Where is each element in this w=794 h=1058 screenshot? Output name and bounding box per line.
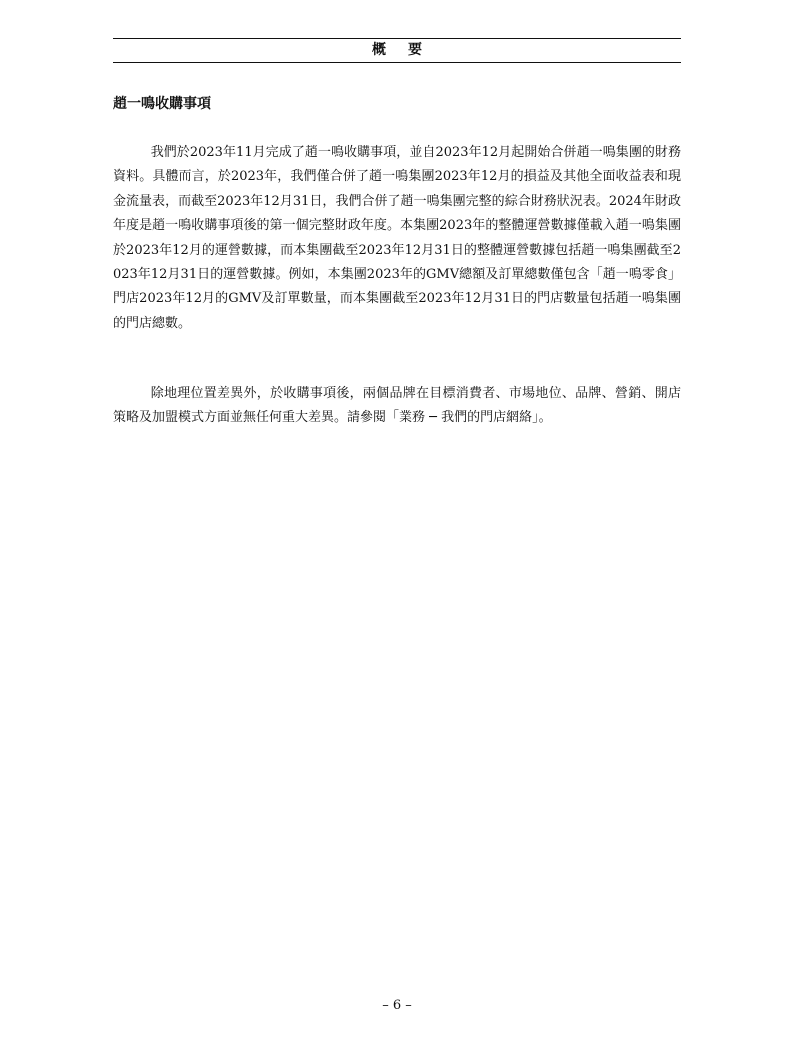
body-paragraph: 我們於2023年11月完成了趙一鳴收購事項，並自2023年12月起開始合併趙一鳴集團的財務資料。具體而言，於2023年，我們僅合併了趙一鳴集團2023年12月的損益及其他全面收益表和現金流量表，而截至2023年12月31日，我們合併了趙一鳴集團完整的綜合財務狀況表。2024年財政年度是趙一鳴收購事項後的第一個完整財政年度。本集團2023年的整體運營數據僅載入趙一鳴集團於2023年12月的運營數據，而本集團截至2023年12月31日的整體運營數據包括趙一鳴集團截至2023年12月31日的運營數據。例如，本集團2023年的GMV總額及訂單總數僅包含「趙一鳴零食」門店2023年12月的GMV及訂單數量，而本集團截至2023年12月31日的門店數量包括趙一鳴集團的門店總數。 — [113, 145, 681, 331]
page-number: – 6 – — [382, 998, 412, 1013]
page-title: 概要 — [372, 42, 444, 58]
page-header — [113, 38, 681, 63]
body-paragraph: 除地理位置差異外，於收購事項後，兩個品牌在目標消費者、市場地位、品牌、營銷、開店策略及加盟模式方面並無任何重大差異。請參閱「業務 ─ 我們的門店網絡」。 — [113, 386, 681, 426]
section-heading: 趙一鳴收購事項 — [113, 96, 211, 112]
